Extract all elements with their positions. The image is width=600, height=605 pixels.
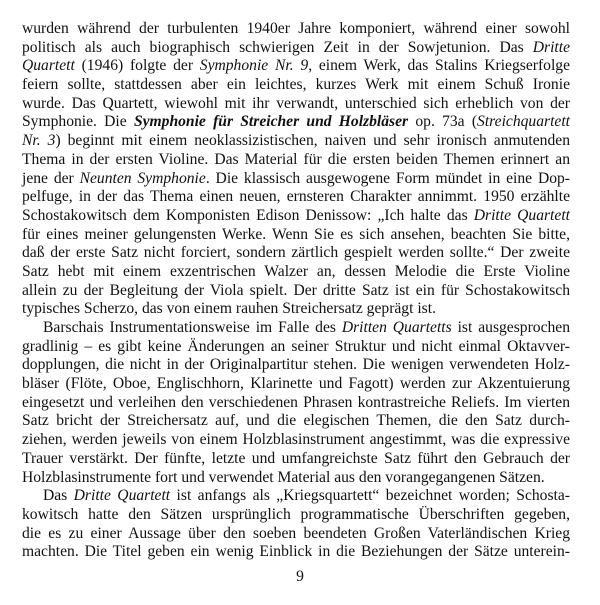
text-run: , einem Werk, das Stalins Kriegserfolge bbox=[308, 57, 571, 75]
text-run: Satz hebt mit einem exzentrischen Walzer an, dessen Melodie die Erste Violine bbox=[22, 262, 570, 280]
text-line bbox=[22, 450, 570, 469]
text-line bbox=[22, 525, 570, 544]
text-line bbox=[22, 338, 570, 357]
text-line bbox=[22, 57, 570, 76]
text-run: Holzblasinstrumente fort und verwendet Material aus den vorangegangenen Sätzen. bbox=[22, 468, 545, 486]
text-run: Schostakowitsch dem Komponisten Edison Denissow: „Ich halte das bbox=[22, 206, 474, 224]
text-run: Das bbox=[43, 487, 74, 505]
text-line bbox=[22, 39, 570, 58]
emphasized-text: Neunten Symphonie bbox=[79, 169, 206, 187]
text-run: bläser (Flöte, Oboe, Englischhorn, Klarinette und Fagott) werden zur Akzentuierung bbox=[22, 375, 570, 393]
text-run: Thema in der ersten Violine. Das Material für die ersten beiden Themen erinnert an bbox=[22, 150, 570, 168]
text-line bbox=[22, 375, 570, 394]
text-run: Symphonie. Die bbox=[22, 113, 134, 131]
text-line bbox=[22, 282, 570, 301]
text-line bbox=[22, 207, 570, 226]
text-line bbox=[22, 20, 570, 39]
text-run: pelfuge, in der das Thema einen neuen, ernsteren Charakter annimmt. 1950 erzählte bbox=[22, 188, 570, 206]
text-run: . Die klassisch ausgewogene Form mündet in eine Dop- bbox=[205, 169, 570, 187]
text-run: Barschais Instrumentationsweise im Falle des bbox=[43, 319, 342, 336]
text-run: ist anfangs als „Kriegsquartett“ bezeichnet worden; Schosta- bbox=[170, 487, 570, 505]
emphasized-text: Streichquartett bbox=[477, 113, 570, 131]
emphasized-text: Dritte Quartett bbox=[73, 487, 171, 505]
text-run: für eines meiner gelungensten Werke. Wenn Sie es sich ansehen, beachten Sie bitte, bbox=[22, 225, 570, 243]
text-line bbox=[22, 469, 570, 488]
text-run: feiern sollte, stattdessen aber ein leichtes, kurzes Werk mit einem Schuß Ironie bbox=[22, 76, 570, 94]
text-run: die es zu einer Aussage über den soeben beendeten Großen Vaterländischen Krieg bbox=[22, 524, 570, 542]
text-run: allein zu der Begleitung der Viola spielt. Der dritte Satz ist ein für Schostakowitsch bbox=[22, 281, 570, 299]
emphasized-text: Dritte Quartett bbox=[473, 206, 570, 224]
text-run: ) beginnt mit einem neoklassizistischen, naiven und sehr ironisch anmutenden bbox=[55, 132, 570, 150]
text-line bbox=[22, 356, 570, 375]
text-run: jene der bbox=[22, 169, 80, 187]
text-line bbox=[22, 487, 570, 506]
emphasized-text: Symphonie für Streicher und Holzbläser bbox=[133, 113, 409, 131]
emphasized-text: Symphonie Nr. 9 bbox=[199, 57, 309, 75]
text-run: ist ausgesprochen bbox=[451, 319, 571, 336]
emphasized-text: Dritte bbox=[532, 38, 570, 56]
emphasized-text: Dritten Quartetts bbox=[341, 319, 452, 336]
emphasized-text: Quartett bbox=[22, 57, 75, 75]
text-line bbox=[22, 412, 570, 431]
text-run: ziehen, werden jeweils von einem Holzblasinstrument angestimmt, was die expressive bbox=[22, 431, 570, 449]
text-line bbox=[22, 319, 570, 338]
text-run: machten. Die Titel geben ein wenig Einblick in die Beziehungen der Sätze unterein- bbox=[22, 543, 570, 561]
text-line bbox=[22, 170, 570, 189]
text-run: dopplungen, die nicht in der Originalpartitur stehen. Die wenigen verwendeten Holz- bbox=[22, 356, 570, 374]
text-line bbox=[22, 113, 570, 132]
body-text bbox=[22, 20, 570, 562]
text-line bbox=[22, 151, 570, 170]
emphasized-text: Nr. 3 bbox=[22, 132, 56, 150]
text-line bbox=[22, 95, 570, 114]
text-line bbox=[22, 76, 570, 95]
text-run: Satz bricht der Streichersatz auf, und die elegischen Themen, die den Satz durch- bbox=[22, 412, 570, 430]
text-run: eingesetzt und verleihen den verschiedenen Phrasen kontrastreiche Reliefs. Im vierten bbox=[22, 393, 570, 411]
text-line bbox=[22, 506, 570, 525]
text-run: typisches Scherzo, das von einem rauhen Streichersatz geprägt ist. bbox=[22, 300, 436, 318]
text-run: (1946) folgte der bbox=[74, 57, 200, 75]
text-line bbox=[22, 244, 570, 263]
text-run: kowitsch hatte den Sätzen ursprünglich programmatische Überschriften gegeben, bbox=[22, 505, 570, 523]
text-line bbox=[22, 543, 570, 562]
page-number: 9 bbox=[296, 568, 304, 585]
text-line bbox=[22, 300, 570, 319]
text-run: wurden während der turbulenten 1940er Jahre komponiert, während einer sowohl bbox=[22, 20, 570, 37]
text-run: politisch als auch biographisch schwierigen Zeit in der Sowjetunion. Das bbox=[22, 38, 533, 56]
text-run: gradlinig – es gibt keine Änderungen an seiner Struktur und nicht einmal Oktavver- bbox=[22, 337, 570, 355]
text-run: daß der erste Satz nicht forciert, sondern zärtlich gespielt werden sollte.“ Der zweite bbox=[22, 244, 570, 262]
text-line bbox=[22, 188, 570, 207]
text-line bbox=[22, 431, 570, 450]
text-line bbox=[22, 263, 570, 282]
text-line bbox=[22, 226, 570, 245]
text-line bbox=[22, 132, 570, 151]
text-run: wurde. Das Quartett, wiewohl mit ihr verwandt, unterschied sich erheblich von der bbox=[22, 94, 570, 112]
text-run: Trauer verstärkt. Der fünfte, letzte und umfangreichste Satz führt den Gebrauch der bbox=[22, 449, 570, 467]
text-line bbox=[22, 394, 570, 413]
text-run: op. 73a ( bbox=[408, 113, 478, 131]
